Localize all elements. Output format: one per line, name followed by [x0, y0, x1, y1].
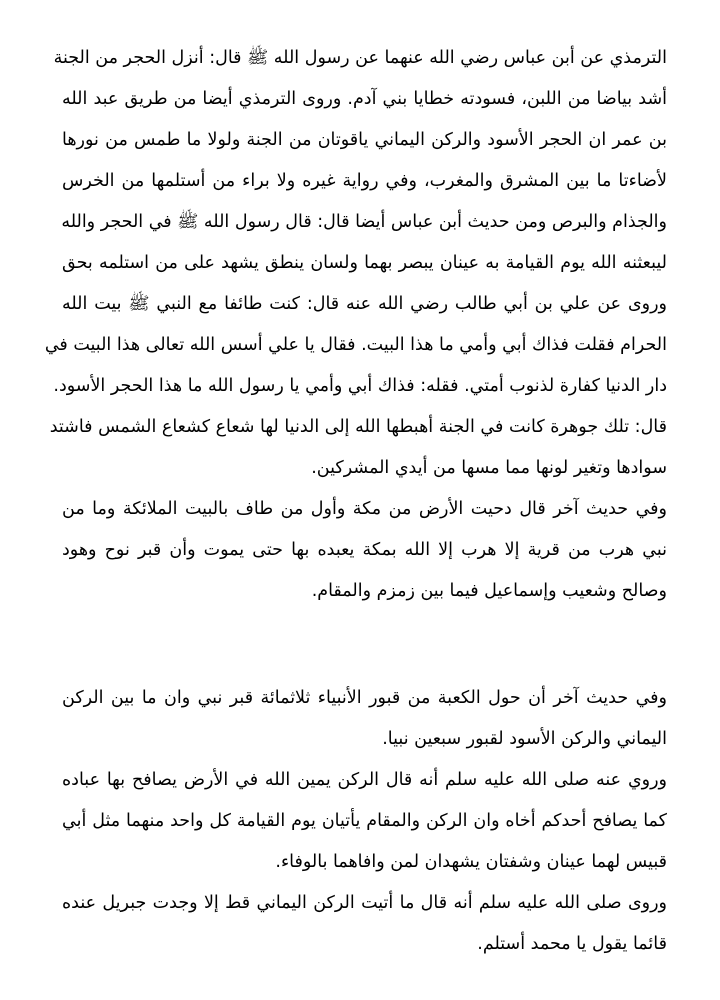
text-line: أشد بياضا من اللبن، فسودته خطايا بني آدم. وروى الترمذي أيضا من طريق عبد الله — [62, 89, 667, 109]
text-line: وروى عن علي بن أبي طالب رضي الله عنه قال: كنت طائفا مع النبي ﷺ بيت الله — [62, 294, 667, 314]
text-line: لأضاءتا ما بين المشرق والمغرب، وفي رواية غيره ولا براء من أستلمها من الخرس — [62, 171, 667, 191]
text-line: وروى صلى الله عليه سلم أنه قال ما أتيت الركن اليماني قط إلا وجدت جبريل عنده — [62, 893, 667, 913]
text-line: الحرام فقلت فذاك أبي وأمي ما هذا البيت. فقال يا علي أسس الله تعالى هذا البيت في — [44, 335, 667, 355]
text-line: بن عمر ان الحجر الأسود والركن اليماني ياقوتان من الجنة ولولا ما طمس من نورها — [62, 130, 667, 150]
text-line: وروي عنه صلى الله عليه سلم أنه قال الركن يمين الله في الأرض يصافح بها عباده — [62, 770, 667, 790]
text-line: والجذام والبرص ومن حديث أبن عباس أيضا قال: قال رسول الله ﷺ في الحجر والله — [61, 212, 667, 232]
text-line: كما يصافح أحدكم أخاه وان الركن والمقام يأتيان يوم القيامة كل واحد منهما مثل أبي — [62, 811, 667, 831]
paragraph-gap — [62, 612, 667, 653]
text-line: قبيس لهما عينان وشفتان يشهدان لمن وافاهما بالوفاء. — [275, 852, 667, 872]
text-line: قائما يقول يا محمد أستلم. — [477, 934, 667, 954]
paragraph-gap — [62, 653, 667, 678]
text-line: قال: تلك جوهرة كانت في الجنة أهبطها الله إلى الدنيا لها شعاع كشعاع الشمس فاشتد — [49, 417, 667, 437]
text-line: سوادها وتغير لونها مما مسها من أيدي المشركين. — [311, 458, 667, 478]
text-line: وصالح وشعيب وإسماعيل فيما بين زمزم والمقام. — [311, 581, 667, 601]
text-line: وفي حديث آخر أن حول الكعبة من قبور الأنبياء ثلاثمائة قبر نبي وان ما بين الركن — [62, 688, 667, 708]
text-line: ليبعثنه الله يوم القيامة به عينان يبصر بهما ولسان ينطق يشهد على من استلمه بحق — [62, 253, 667, 273]
text-line: وفي حديث آخر قال دحيت الأرض من مكة وأول من طاف بالبيت الملائكة وما من — [62, 499, 667, 519]
text-line: دار الدنيا كفارة لذنوب أمتي. فقله: فذاك أبي وأمي يا رسول الله ما هذا الحجر الأسود. — [53, 376, 667, 396]
text-line: اليماني والركن الأسود لقبور سبعين نبيا. — [382, 729, 667, 749]
text-line: الترمذي عن أبن عباس رضي الله عنهما عن رسول الله ﷺ قال: أنزل الحجر من الجنة — [53, 48, 667, 68]
text-line: نبي هرب من قرية إلا هرب إلا الله بمكة يعبده بها حتى يموت وأن قبر نوح وهود — [62, 540, 667, 560]
document-page — [44, 38, 667, 965]
